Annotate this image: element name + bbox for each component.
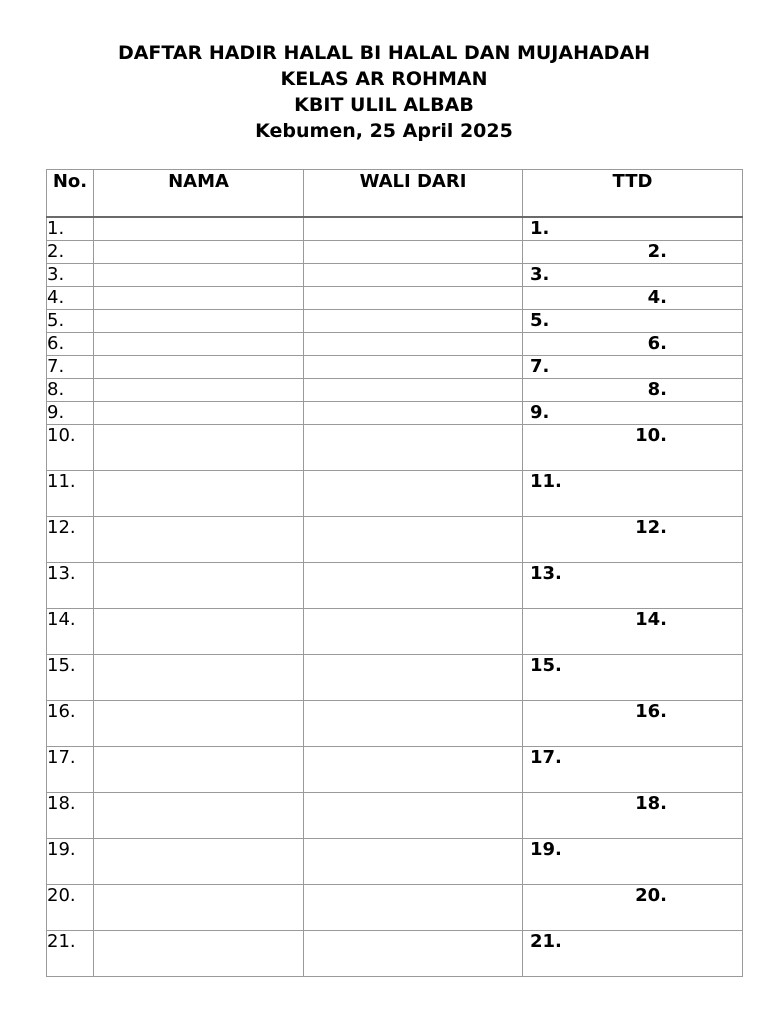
header-ttd: TTD: [523, 170, 743, 218]
ttd-cell[interactable]: 8.: [523, 379, 743, 402]
title-line-2: KELAS AR ROHMAN: [280, 68, 488, 90]
nama-cell[interactable]: [94, 356, 304, 379]
ttd-cell[interactable]: 7.: [523, 356, 743, 379]
table-row: [47, 931, 743, 977]
wali-dari-cell[interactable]: [304, 333, 523, 356]
nama-cell[interactable]: [94, 310, 304, 333]
table-row: [47, 310, 743, 333]
nama-cell[interactable]: [94, 333, 304, 356]
nama-cell[interactable]: [94, 931, 304, 977]
nama-cell[interactable]: [94, 217, 304, 241]
ttd-cell[interactable]: 21.: [523, 931, 743, 977]
nama-cell[interactable]: [94, 425, 304, 471]
row-number: 8.: [47, 379, 94, 402]
nama-cell[interactable]: [94, 241, 304, 264]
header-wali: WALI DARI: [304, 170, 523, 218]
nama-cell[interactable]: [94, 747, 304, 793]
wali-dari-cell[interactable]: [304, 356, 523, 379]
table-row: [47, 885, 743, 931]
nama-cell[interactable]: [94, 402, 304, 425]
table-row: [47, 839, 743, 885]
ttd-cell[interactable]: 13.: [523, 563, 743, 609]
ttd-cell[interactable]: 2.: [523, 241, 743, 264]
nama-cell[interactable]: [94, 839, 304, 885]
ttd-cell[interactable]: 9.: [523, 402, 743, 425]
table-row: [47, 241, 743, 264]
ttd-cell[interactable]: 20.: [523, 885, 743, 931]
nama-cell[interactable]: [94, 264, 304, 287]
wali-dari-cell[interactable]: [304, 931, 523, 977]
wali-dari-cell[interactable]: [304, 701, 523, 747]
title-line-3: KBIT ULIL ALBAB: [294, 94, 474, 116]
header-no: No.: [47, 170, 94, 218]
table-header-row: [47, 170, 743, 218]
ttd-cell[interactable]: 14.: [523, 609, 743, 655]
date-line: Kebumen, 25 April 2025: [255, 120, 513, 142]
ttd-cell[interactable]: 17.: [523, 747, 743, 793]
ttd-cell[interactable]: 18.: [523, 793, 743, 839]
ttd-cell[interactable]: 6.: [523, 333, 743, 356]
row-number: 13.: [47, 563, 94, 609]
nama-cell[interactable]: [94, 517, 304, 563]
wali-dari-cell[interactable]: [304, 609, 523, 655]
ttd-cell[interactable]: 1.: [523, 217, 743, 241]
wali-dari-cell[interactable]: [304, 310, 523, 333]
table-row: [47, 264, 743, 287]
row-number: 2.: [47, 241, 94, 264]
ttd-cell[interactable]: 16.: [523, 701, 743, 747]
wali-dari-cell[interactable]: [304, 287, 523, 310]
row-number: 7.: [47, 356, 94, 379]
row-number: 16.: [47, 701, 94, 747]
nama-cell[interactable]: [94, 287, 304, 310]
wali-dari-cell[interactable]: [304, 517, 523, 563]
nama-cell[interactable]: [94, 563, 304, 609]
wali-dari-cell[interactable]: [304, 655, 523, 701]
ttd-cell[interactable]: 3.: [523, 264, 743, 287]
nama-cell[interactable]: [94, 701, 304, 747]
row-number: 17.: [47, 747, 94, 793]
row-number: 5.: [47, 310, 94, 333]
row-number: 14.: [47, 609, 94, 655]
wali-dari-cell[interactable]: [304, 747, 523, 793]
table-row: [47, 793, 743, 839]
wali-dari-cell[interactable]: [304, 839, 523, 885]
document-header: [0, 40, 768, 144]
ttd-cell[interactable]: 11.: [523, 471, 743, 517]
ttd-cell[interactable]: 5.: [523, 310, 743, 333]
row-number: 4.: [47, 287, 94, 310]
ttd-cell[interactable]: 19.: [523, 839, 743, 885]
ttd-cell[interactable]: 10.: [523, 425, 743, 471]
wali-dari-cell[interactable]: [304, 425, 523, 471]
table-row: [47, 425, 743, 471]
table-row: [47, 655, 743, 701]
table-row: [47, 379, 743, 402]
nama-cell[interactable]: [94, 379, 304, 402]
nama-cell[interactable]: [94, 609, 304, 655]
wali-dari-cell[interactable]: [304, 402, 523, 425]
wali-dari-cell[interactable]: [304, 379, 523, 402]
row-number: 3.: [47, 264, 94, 287]
ttd-cell[interactable]: 15.: [523, 655, 743, 701]
row-number: 15.: [47, 655, 94, 701]
wali-dari-cell[interactable]: [304, 563, 523, 609]
title-line-1: DAFTAR HADIR HALAL BI HALAL DAN MUJAHADAH: [117, 42, 651, 64]
row-number: 20.: [47, 885, 94, 931]
row-number: 6.: [47, 333, 94, 356]
table-row: [47, 609, 743, 655]
ttd-cell[interactable]: 12.: [523, 517, 743, 563]
row-number: 10.: [47, 425, 94, 471]
row-number: 19.: [47, 839, 94, 885]
row-number: 18.: [47, 793, 94, 839]
table-row: [47, 517, 743, 563]
ttd-cell[interactable]: 4.: [523, 287, 743, 310]
nama-cell[interactable]: [94, 655, 304, 701]
wali-dari-cell[interactable]: [304, 264, 523, 287]
table-row: [47, 356, 743, 379]
attendance-table: [46, 169, 743, 977]
row-number: 1.: [47, 217, 94, 241]
wali-dari-cell[interactable]: [304, 793, 523, 839]
table-row: [47, 217, 743, 241]
table-row: [47, 471, 743, 517]
wali-dari-cell[interactable]: [304, 241, 523, 264]
row-number: 9.: [47, 402, 94, 425]
header-nama: NAMA: [94, 170, 304, 218]
table-row: [47, 333, 743, 356]
nama-cell[interactable]: [94, 471, 304, 517]
table-row: [47, 563, 743, 609]
row-number: 11.: [47, 471, 94, 517]
table-row: [47, 701, 743, 747]
row-number: 21.: [47, 931, 94, 977]
wali-dari-cell[interactable]: [304, 471, 523, 517]
wali-dari-cell[interactable]: [304, 217, 523, 241]
wali-dari-cell[interactable]: [304, 885, 523, 931]
nama-cell[interactable]: [94, 885, 304, 931]
row-number: 12.: [47, 517, 94, 563]
table-row: [47, 287, 743, 310]
nama-cell[interactable]: [94, 793, 304, 839]
table-row: [47, 747, 743, 793]
table-row: [47, 402, 743, 425]
